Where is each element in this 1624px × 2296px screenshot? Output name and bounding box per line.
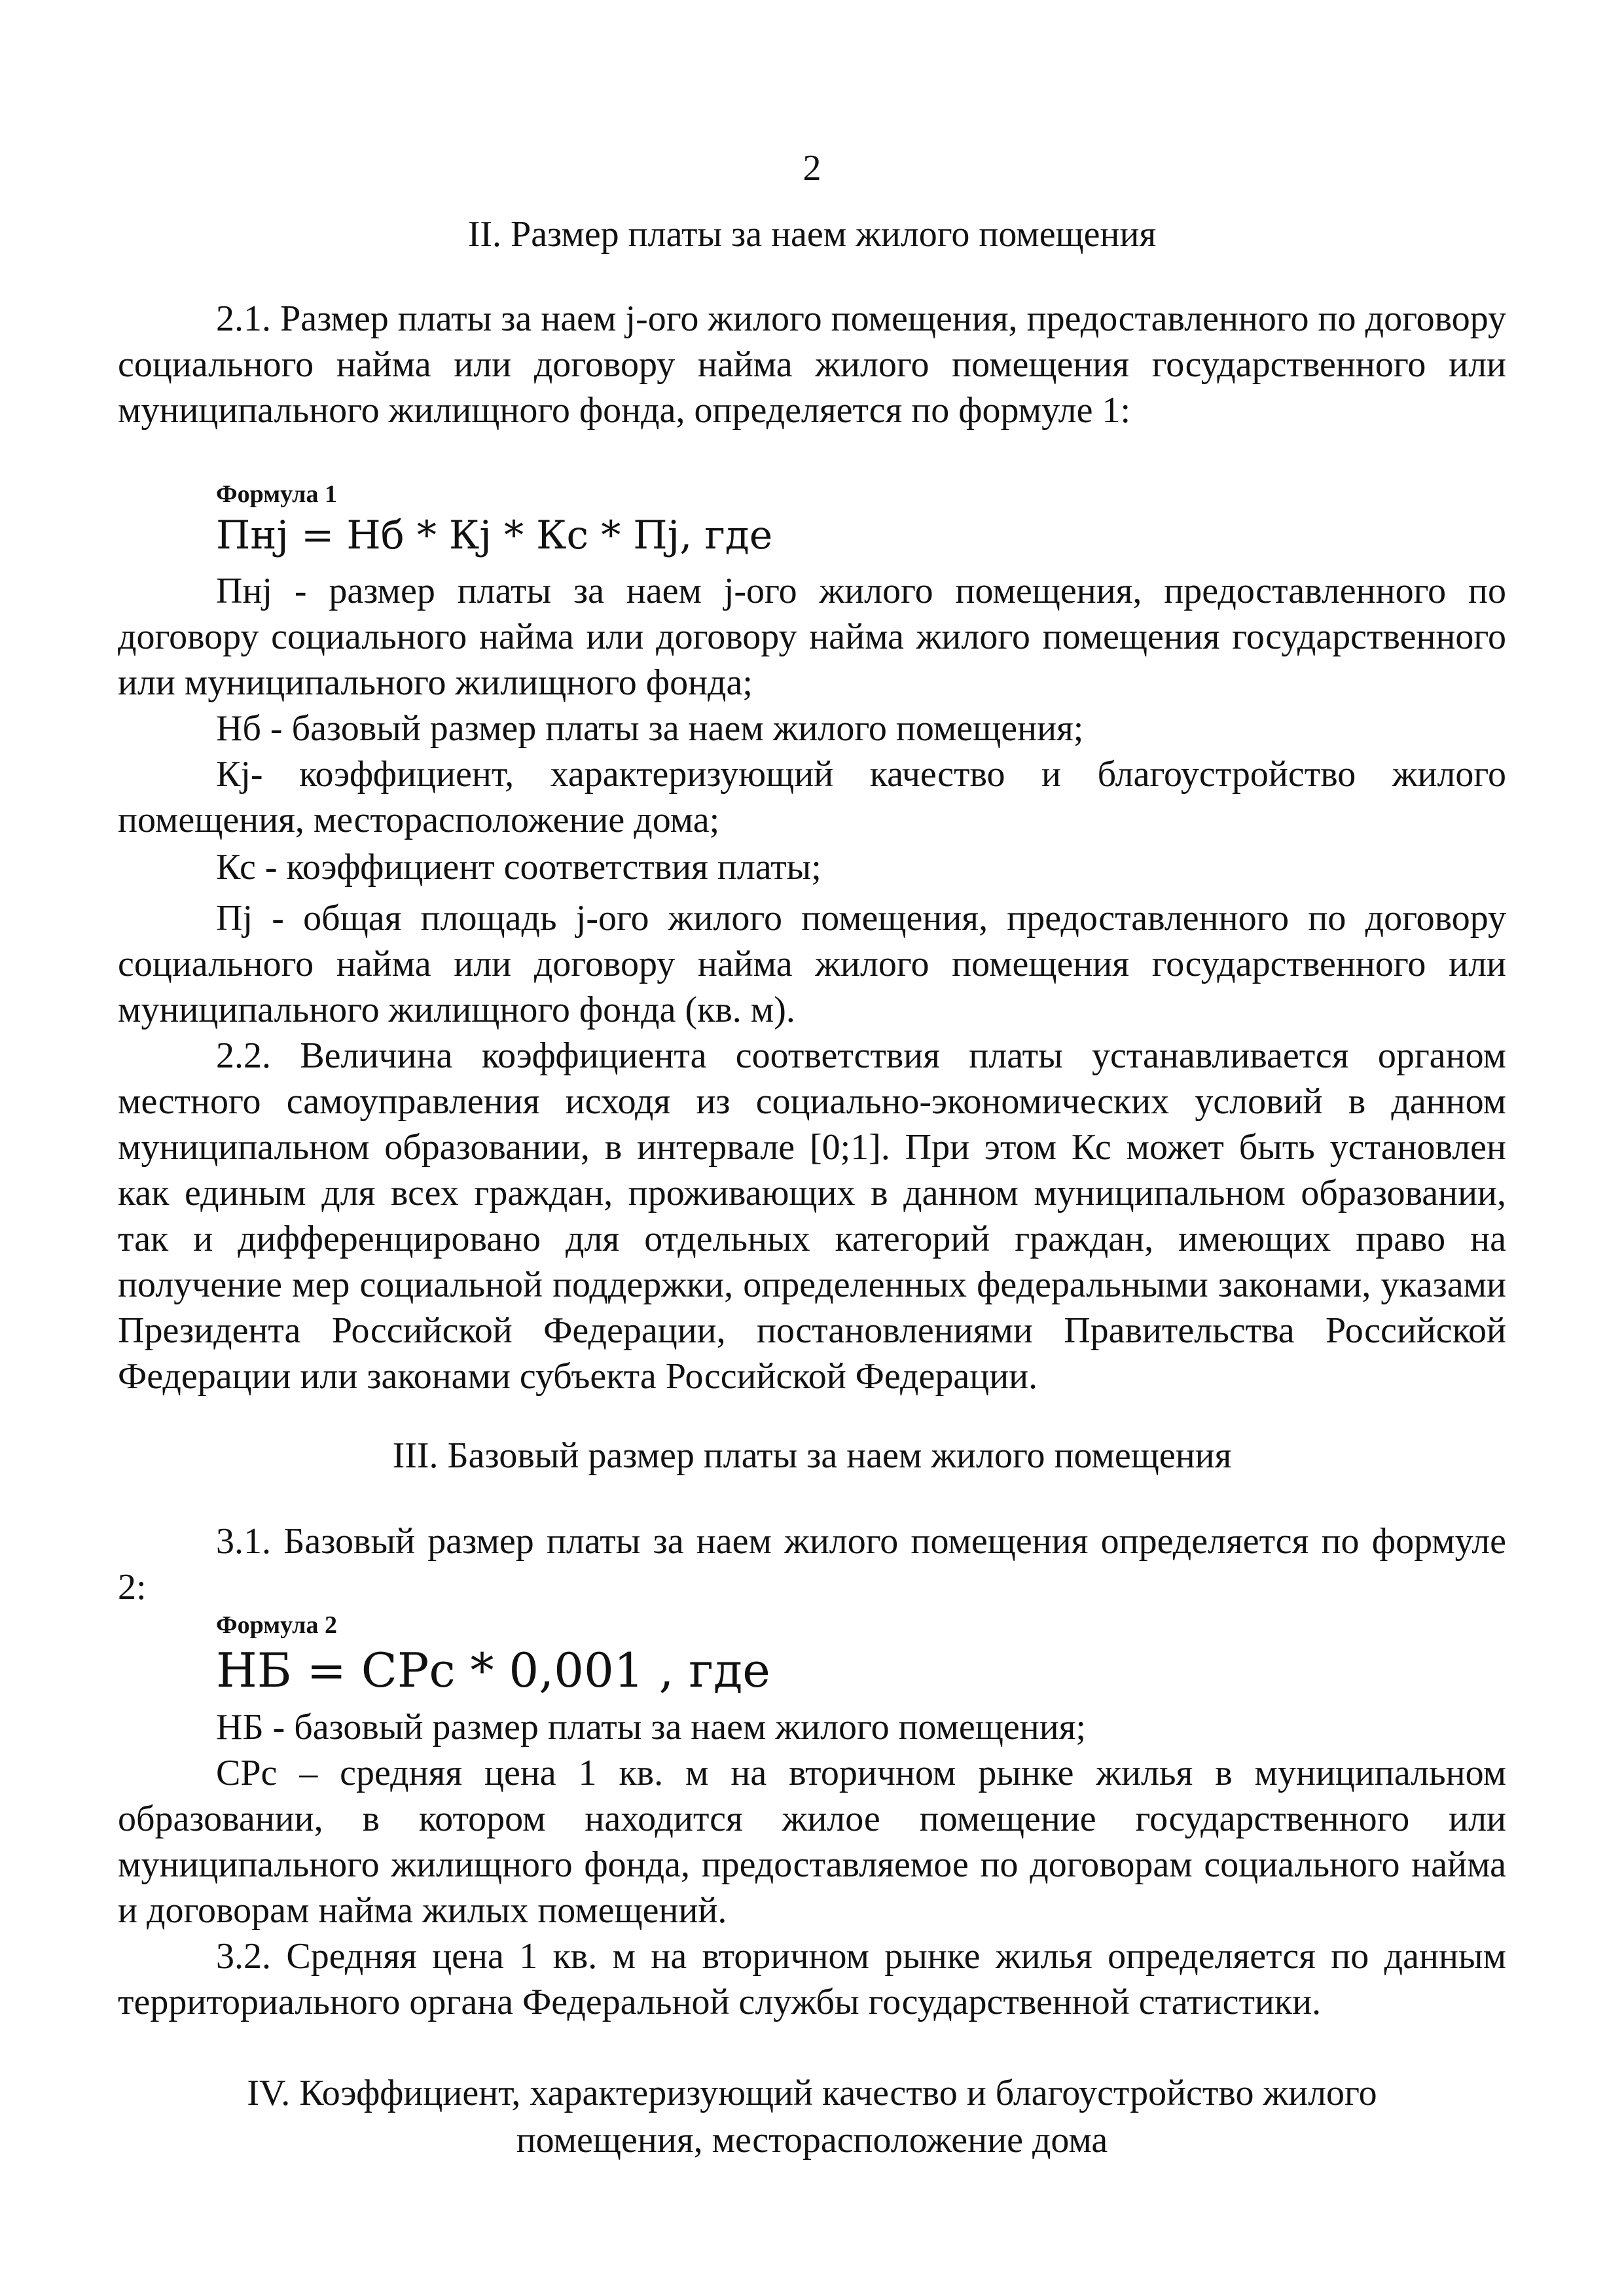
formula-1: Пнj = Нб * Кj * Кс * Пj, где (216, 512, 773, 558)
formula-2: НБ = СРс * 0,001 , где (216, 1643, 770, 1698)
definition-src: СРс – средняя цена 1 кв. м на вторичном рынке жилья в муниципальном образовании, в котором находится жилое помещение государственного или муниципального жилищного фонда, предоставляемое по договорам социального найма и договорам найма жилых помещений. (118, 1753, 1506, 1931)
formula-1-label: Формула 1 (216, 480, 337, 508)
page-number: 2 (803, 148, 821, 188)
definition-kc: Кс - коэффициент соответствия платы; (216, 847, 821, 888)
paragraph-2-2: 2.2. Величина коэффициента соответствия платы устанавливается органом местного самоуправления исходя из социально-экономических условий в данном муниципальном образовании, в интервале [0;1]. При этом Кс может быть установлен как единым для всех граждан, проживающих в данном муниципальном образовании, так и дифференцировано для отдельных категорий граждан, имеющих право на получение мер социальной поддержки, определенных федеральными законами, указами Президента Российской Федерации, постановлениями Правительства Российской Федерации или законами субъекта Российской Федерации. (118, 1035, 1506, 1397)
definition-pnj: Пнj - размер платы за наем j-ого жилого помещения, предоставленного по договору социального найма или договору найма жилого помещения государственного или муниципального жилищного фонда; (118, 571, 1506, 703)
definition-nb: Нб - базовый размер платы за наем жилого помещения; (216, 708, 1084, 749)
definition-kj: Кj- коэффициент, характеризующий качество и благоустройство жилого помещения, месторасположение дома; (118, 754, 1506, 840)
section-4-title-line-2: помещения, месторасположение дома (516, 2120, 1108, 2161)
paragraph-2-1: 2.1. Размер платы за наем j-ого жилого помещения, предоставленного по договору социального найма или договору найма жилого помещения государственного или муниципального жилищного фонда, определяется по формуле 1: (118, 298, 1506, 431)
section-3-title: III. Базовый размер платы за наем жилого помещения (392, 1435, 1232, 1476)
definition-pj: Пj - общая площадь j-ого жилого помещения, предоставленного по договору социального найма или договору найма жилого помещения государственного или муниципального жилищного фонда (кв. м). (118, 898, 1506, 1030)
section-4-title-line-1: IV. Коэффициент, характеризующий качество и благоустройство жилого (247, 2073, 1377, 2113)
paragraph-3-2: 3.2. Средняя цена 1 кв. м на вторичном рынке жилья определяется по данным территориального органа Федеральной службы государственной статистики. (118, 1936, 1506, 2022)
section-2-title: II. Размер платы за наем жилого помещения (467, 214, 1157, 255)
definition-nb-base: НБ - базовый размер платы за наем жилого помещения; (216, 1707, 1087, 1748)
formula-2-label: Формула 2 (216, 1611, 337, 1639)
paragraph-3-1: 3.1. Базовый размер платы за наем жилого помещения определяется по формуле 2: (118, 1521, 1506, 1607)
